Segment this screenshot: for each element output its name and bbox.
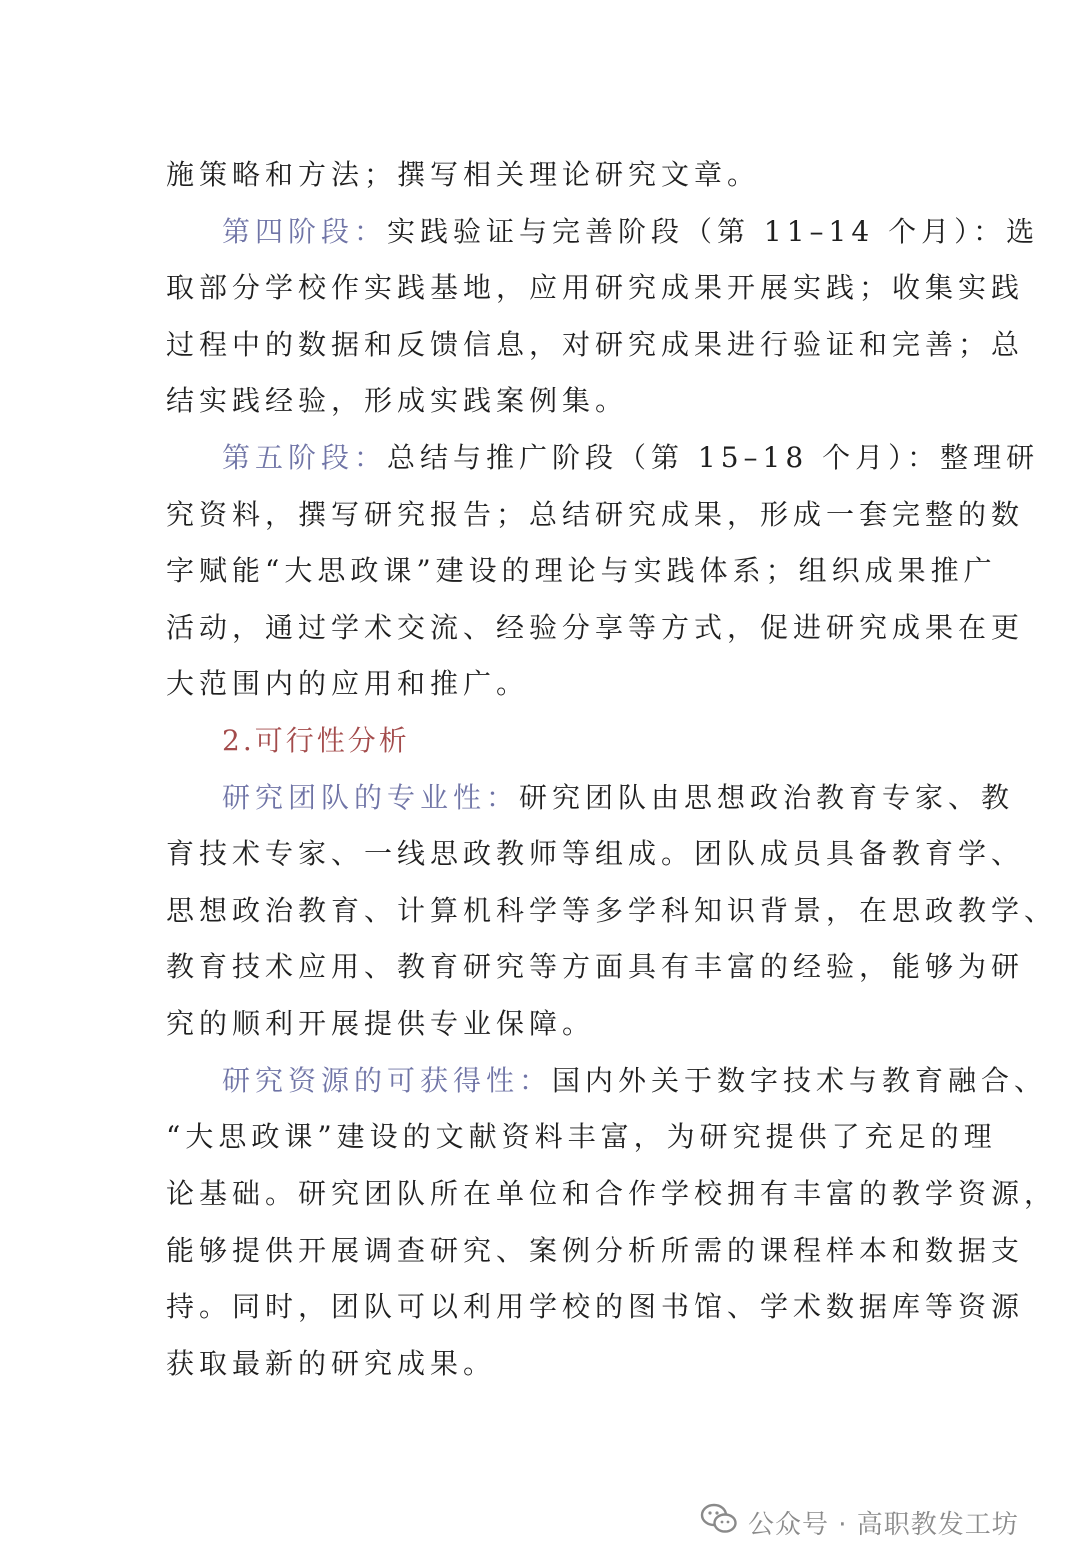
text-line — [166, 608, 1024, 648]
text-line — [166, 495, 1024, 535]
text-line — [166, 1117, 997, 1157]
wechat-icon — [700, 1503, 748, 1542]
text-line — [166, 947, 1024, 987]
paragraph-text: 施策略和方法；撰写相关理论研究文章。 — [166, 158, 761, 191]
paragraph-text: 究资料，撰写研究报告；总结研究成果，形成一套完整的数 — [166, 498, 1025, 531]
resource-availability-label: 研究资源的可获得性： — [222, 1064, 553, 1097]
paragraph-text: 过程中的数据和反馈信息，对研究成果进行验证和完善；总 — [166, 328, 1025, 361]
paragraph-text: 结实践经验，形成实践案例集。 — [166, 384, 629, 417]
text-line — [166, 325, 1024, 365]
text-line — [166, 1344, 496, 1384]
paragraph-text: 总结与推广阶段（第 15–18 个月）：整理研 — [387, 441, 1040, 474]
paragraph-text: 字赋能“大思政课”建设的理论与实践体系；组织成果推广 — [166, 554, 997, 587]
paragraph-text: “大思政课”建设的文献资料丰富，为研究提供了充足的理 — [166, 1120, 997, 1153]
text-line — [222, 1061, 1047, 1101]
stage-five-label: 第五阶段： — [222, 441, 388, 474]
text-line — [166, 1174, 1057, 1214]
text-line — [166, 268, 1024, 308]
text-line — [222, 438, 1039, 478]
text-line — [166, 1287, 1024, 1327]
paragraph-text: 能够提供开展调查研究、案例分析所需的课程样本和数据支 — [166, 1234, 1025, 1267]
paragraph-text: 大范围内的应用和推广。 — [166, 667, 530, 700]
text-line — [166, 381, 628, 421]
paragraph-text: 究的顺利开展提供专业保障。 — [166, 1007, 596, 1040]
paragraph-text: 取部分学校作实践基地，应用研究成果开展实践；收集实践 — [166, 271, 1025, 304]
text-line — [166, 664, 529, 704]
stage-four-label: 第四阶段： — [222, 215, 388, 248]
text-line — [222, 778, 1014, 818]
text-line — [166, 1004, 595, 1044]
text-line — [222, 212, 1039, 252]
watermark — [700, 1500, 1019, 1544]
text-line — [166, 155, 760, 195]
paragraph-text: 持。同时，团队可以利用学校的图书馆、学术数据库等资源 — [166, 1290, 1025, 1323]
paragraph-text: 实践验证与完善阶段（第 11–14 个月）：选 — [387, 215, 1040, 248]
text-line — [166, 551, 997, 591]
paragraph-text: 研究团队由思想政治教育专家、教 — [519, 781, 1015, 814]
paragraph-text: 教育技术应用、教育研究等方面具有丰富的经验，能够为研 — [166, 950, 1025, 983]
paragraph-text: 活动，通过学术交流、经验分享等方式，促进研究成果在更 — [166, 611, 1025, 644]
text-line — [166, 834, 1024, 874]
text-line — [166, 1231, 1024, 1271]
paragraph-text: 论基础。研究团队所在单位和合作学校拥有丰富的教学资源， — [166, 1177, 1058, 1210]
paragraph-text: 育技术专家、一线思政教师等组成。团队成员具备教育学、 — [166, 837, 1025, 870]
paragraph-text: 思想政治教育、计算机科学等多学科知识背景，在思政教学、 — [166, 894, 1058, 927]
paragraph-text: 获取最新的研究成果。 — [166, 1347, 497, 1380]
team-expertise-label: 研究团队的专业性： — [222, 781, 520, 814]
text-line — [166, 891, 1057, 931]
paragraph-text: 国内外关于数字技术与教育融合、 — [552, 1064, 1048, 1097]
watermark-text: 公众号 · 高职教发工坊 — [748, 1509, 1019, 1540]
section-heading: 2.可行性分析 — [222, 724, 410, 757]
